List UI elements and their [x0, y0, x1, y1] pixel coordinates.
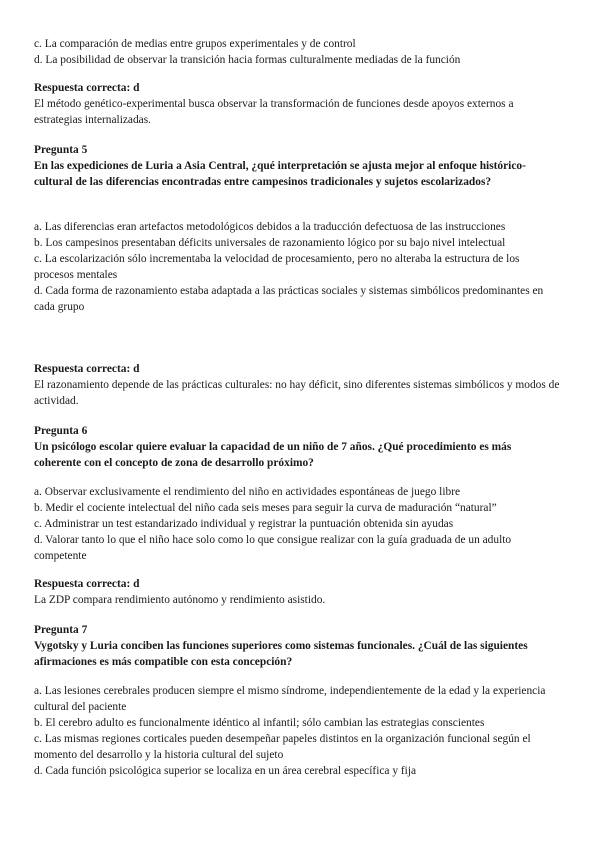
question-text: En las expediciones de Luria a Asia Central, ¿qué interpretación se ajusta mejor al enfoque histórico-cultural de las diferencias encontradas entre campesinos tradicionales y sujetos escolarizados? [34, 160, 526, 188]
question-heading: Pregunta 6 [34, 425, 88, 437]
question-text: Un psicólogo escolar quiere evaluar la capacidad de un niño de 7 años. ¿Qué procedimiento es más coherente con el concepto de zona de desarrollo próximo? [34, 441, 512, 469]
option-a: a. Las lesiones cerebrales producen siempre el mismo síndrome, independientemente de la edad y la experiencia cultural del paciente [34, 685, 546, 713]
option-a: a. Observar exclusivamente el rendimiento del niño en actividades espontáneas de juego libre [34, 486, 461, 498]
question-7-options [34, 683, 560, 779]
question-7 [34, 622, 560, 670]
option-d: d. Cada forma de razonamiento estaba adaptada a las prácticas sociales y sistemas simbólicos predominantes en cada grupo [34, 285, 544, 313]
option-b: b. Medir el cociente intelectual del niño cada seis meses para seguir la curva de maduración “natural” [34, 502, 497, 514]
prev-question-options [34, 36, 560, 68]
question-6-answer [34, 576, 560, 608]
question-6-options [34, 484, 560, 564]
answer-label: Respuesta correcta: d [34, 363, 140, 375]
option-d: d. Valorar tanto lo que el niño hace solo como lo que consigue realizar con la guía graduada de un adulto competente [34, 534, 512, 562]
question-5 [34, 142, 560, 190]
option-b: b. El cerebro adulto es funcionalmente idéntico al infantil; sólo cambian las estrategias conscientes [34, 717, 485, 729]
answer-explanation: La ZDP compara rendimiento autónomo y rendimiento asistido. [34, 594, 326, 606]
question-5-answer [34, 361, 560, 409]
answer-explanation: El método genético-experimental busca observar la transformación de funciones desde apoyos externos a estrategias internalizadas. [34, 98, 514, 126]
option-d: d. La posibilidad de observar la transición hacia formas culturalmente mediadas de la función [34, 54, 461, 66]
question-6 [34, 423, 560, 471]
option-d: d. Cada función psicológica superior se localiza en un área cerebral específica y fija [34, 765, 417, 777]
option-c: c. La comparación de medias entre grupos experimentales y de control [34, 38, 356, 50]
option-b: b. Los campesinos presentaban déficits universales de razonamiento lógico por su bajo nivel intelectual [34, 237, 506, 249]
answer-explanation: El razonamiento depende de las prácticas culturales: no hay déficit, sino diferentes sistemas simbólicos y modos de actividad. [34, 379, 560, 407]
question-5-options [34, 219, 560, 315]
question-text: Vygotsky y Luria conciben las funciones superiores como sistemas funcionales. ¿Cuál de las siguientes afirmaciones es más compatible con esta concepción? [34, 640, 528, 668]
question-heading: Pregunta 5 [34, 144, 88, 156]
option-c: c. La escolarización sólo incrementaba la velocidad de procesamiento, pero no alteraba la estructura de los procesos mentales [34, 253, 520, 281]
answer-label: Respuesta correcta: d [34, 578, 140, 590]
question-heading: Pregunta 7 [34, 624, 88, 636]
option-c: c. Administrar un test estandarizado individual y registrar la puntuación obtenida sin ayudas [34, 518, 454, 530]
answer-label: Respuesta correcta: d [34, 82, 140, 94]
option-a: a. Las diferencias eran artefactos metodológicos debidos a la traducción defectuosa de las instrucciones [34, 221, 506, 233]
option-c: c. Las mismas regiones corticales pueden desempeñar papeles distintos en la organización funcional según el momento del desarrollo y la historia cultural del sujeto [34, 733, 531, 761]
prev-answer [34, 80, 560, 128]
